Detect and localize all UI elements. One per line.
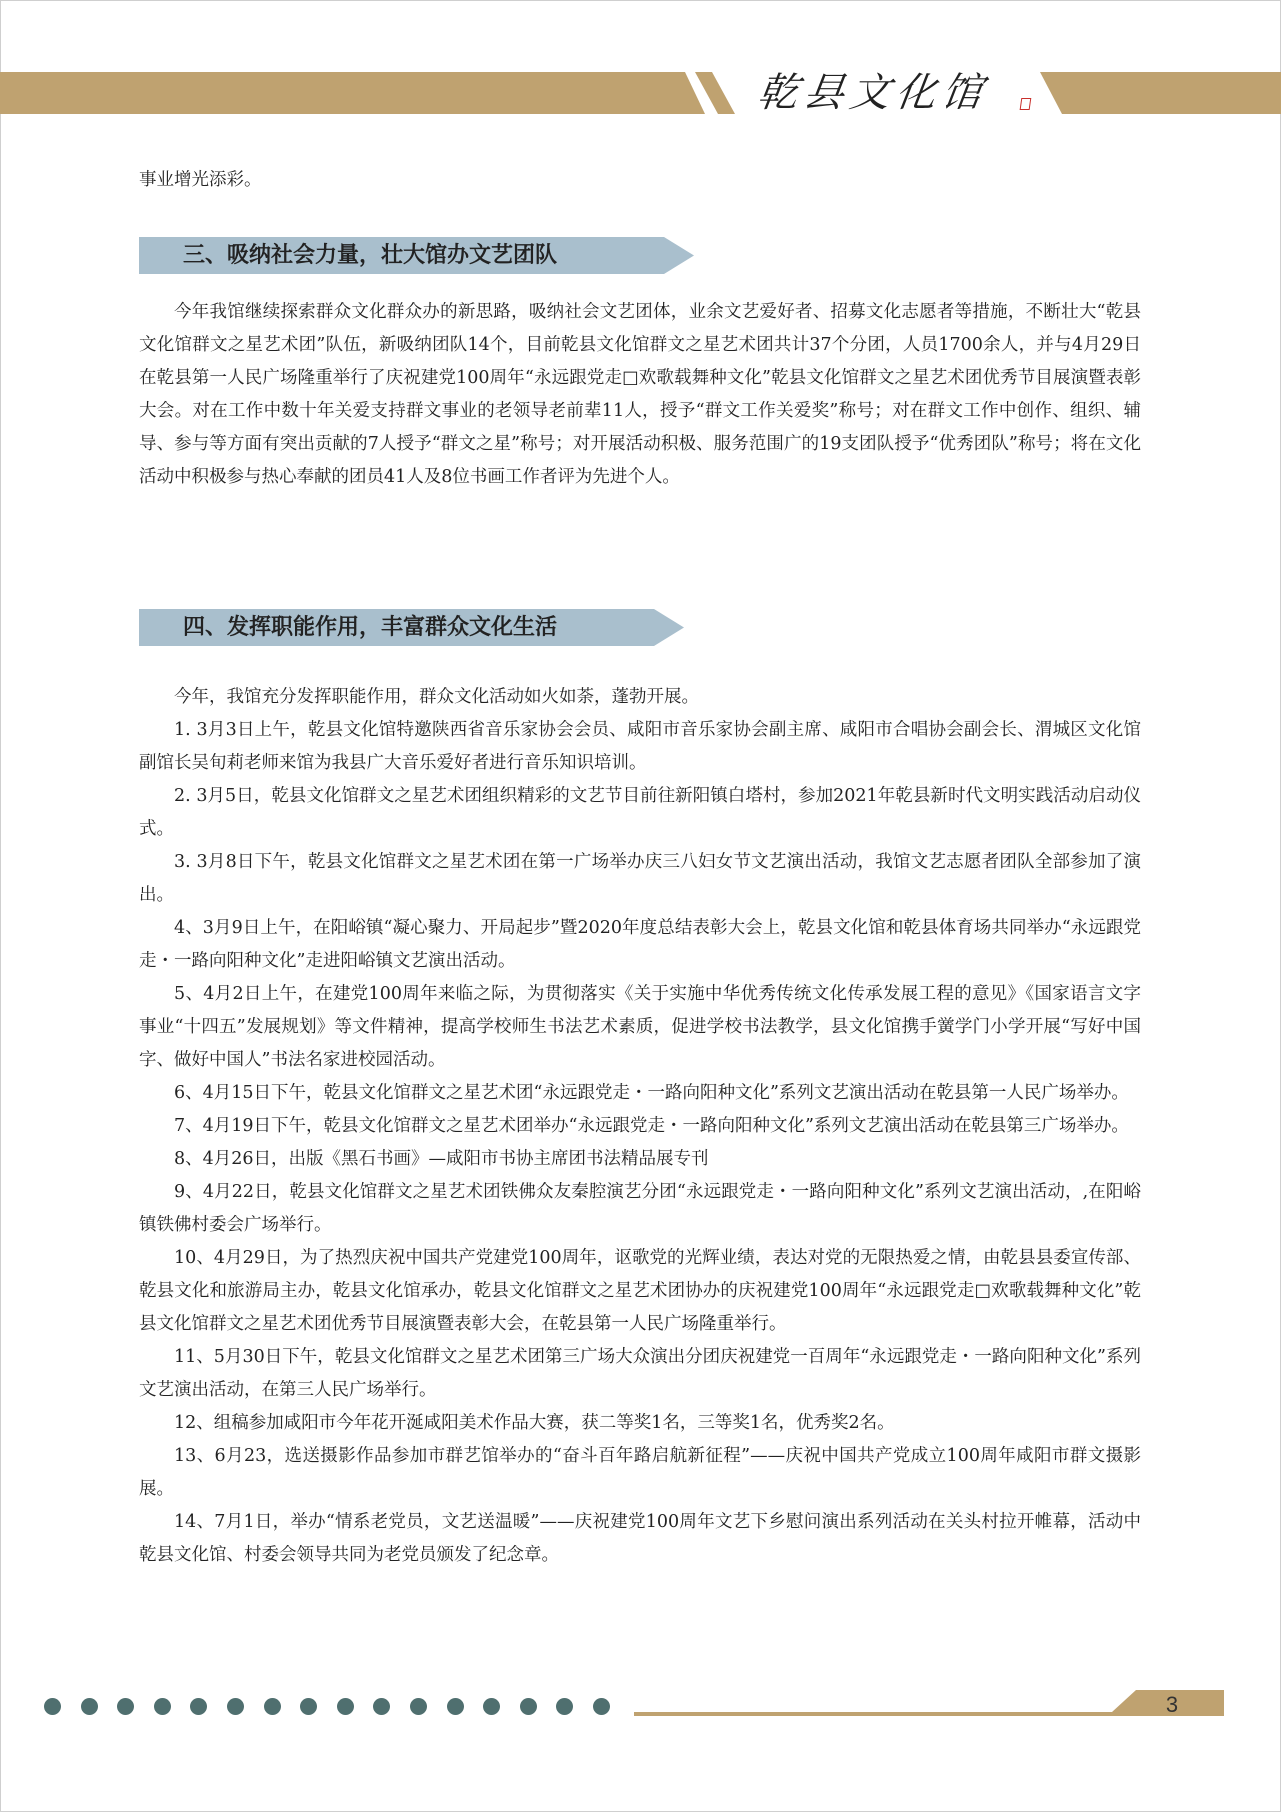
section3-body <box>139 296 1141 494</box>
list-item: 1. 3月3日上午，乾县文化馆特邀陕西省音乐家协会会员、咸阳市音乐家协会副主席、咸阳市合唱协会副会长、渭城区文化馆副馆长吴旬莉老师来馆为我县广大音乐爱好者进行音乐知识培训。 <box>139 720 1141 773</box>
footer-dot-icon <box>44 1698 61 1715</box>
list-item: 14、7月1日，举办“情系老党员，文艺送温暖”——庆祝建党100周年文艺下乡慰问演出系列活动在关头村拉开帷幕，活动中乾县文化馆、村委会领导共同为老党员颁发了纪念章。 <box>139 1512 1141 1565</box>
intro-tail-block <box>139 164 1141 197</box>
list-item: 7、4月19日下午，乾县文化馆群文之星艺术团举办“永远跟党走・一路向阳种文化”系列文艺演出活动在乾县第三广场举办。 <box>174 1116 1129 1136</box>
footer-dot-icon <box>264 1698 281 1715</box>
list-item: 8、4月26日，出版《黑石书画》—咸阳市书协主席团书法精品展专刊 <box>174 1149 709 1169</box>
list-item: 11、5月30日下午，乾县文化馆群文之星艺术团第三广场大众演出分团庆祝建党一百周年“永远跟党走・一路向阳种文化”系列文艺演出活动，在第三人民广场举行。 <box>139 1347 1141 1400</box>
footer-dot-icon <box>227 1698 244 1715</box>
list-item: 4、3月9日上午，在阳峪镇“凝心聚力、开局起步”暨2020年度总结表彰大会上，乾县文化馆和乾县体育场共同举办“永远跟党走・一路向阳种文化”走进阳峪镇文艺演出活动。 <box>139 918 1141 971</box>
list-item: 5、4月2日上午，在建党100周年来临之际，为贯彻落实《关于实施中华优秀传统文化传承发展工程的意见》《国家语言文字事业“十四五”发展规划》等文件精神，提高学校师生书法艺术素质，促进学校书法教学，县文化馆携手黉学门小学开展“写好中国字、做好中国人”书法名家进校园活动。 <box>139 984 1141 1070</box>
logo-text: 乾县文化馆 <box>754 70 992 116</box>
intro-tail-text: 事业增光添彩。 <box>139 170 262 190</box>
section4-title: 四、发挥职能作用，丰富群众文化生活 <box>183 614 558 640</box>
footer-dot-icon <box>593 1698 610 1715</box>
section3-paragraph: 今年我馆继续探索群众文化群众办的新思路，吸纳社会文艺团体，业余文艺爱好者、招募文化志愿者等措施，不断壮大“乾县文化馆群文之星艺术团”队伍，新吸纳团队14个，目前乾县文化馆群文之星艺术团共计37个分团，人员1700余人，并与4月29日在乾县第一人民广场隆重举行了庆祝建党100周年“永远跟党走□欢歌载舞种文化”乾县文化馆群文之星艺术团优秀节目展演暨表彰大会。对在工作中数十年关爱支持群文事业的老领导老前辈11人，授予“群文工作关爱奖”称号；对在群文工作中创作、组织、辅导、参与等方面有突出贡献的7人授予“群文之星”称号；对开展活动积极、服务范围广的19支团队授予“优秀团队”称号；将在文化活动中积极参与热心奉献的团员41人及8位书画工作者评为先进个人。 <box>139 302 1141 487</box>
list-item: 2. 3月5日，乾县文化馆群文之星艺术团组织精彩的文艺节目前往新阳镇白塔村，参加2021年乾县新时代文明实践活动启动仪式。 <box>139 786 1141 839</box>
header-band <box>0 72 1281 114</box>
footer-dot-icon <box>81 1698 98 1715</box>
logo-seal-icon <box>1020 98 1032 110</box>
list-item: 9、4月22日，乾县文化馆群文之星艺术团铁佛众友秦腔演艺分团“永远跟党走・一路向阳种文化”系列文艺演出活动，,在阳峪镇铁佛村委会广场举行。 <box>139 1182 1141 1235</box>
footer-dot-icon <box>447 1698 464 1715</box>
footer-dot-icon <box>154 1698 171 1715</box>
page-number: 3 <box>1165 1692 1179 1717</box>
footer-dot-icon <box>520 1698 537 1715</box>
section4-heading <box>139 609 684 646</box>
logo <box>755 70 1041 116</box>
list-item: 12、组稿参加咸阳市今年花开涎咸阳美术作品大赛，获二等奖1名，三等奖1名，优秀奖2名。 <box>174 1413 895 1433</box>
footer-dot-icon <box>410 1698 427 1715</box>
section3-title: 三、吸纳社会力量，壮大馆办文艺团队 <box>183 242 558 268</box>
list-item: 13、6月23，选送摄影作品参加市群艺馆举办的“奋斗百年路启航新征程”——庆祝中国共产党成立100周年咸阳市群文摄影展。 <box>139 1446 1141 1499</box>
header-band-shapes <box>0 72 1281 114</box>
section4-intro: 今年，我馆充分发挥职能作用，群众文化活动如火如荼，蓬勃开展。 <box>174 687 699 707</box>
footer-dot-icon <box>337 1698 354 1715</box>
list-item: 3. 3月8日下午，乾县文化馆群文之星艺术团在第一广场举办庆三八妇女节文艺演出活动，我馆文艺志愿者团队全部参加了演出。 <box>139 852 1141 905</box>
list-item: 10、4月29日，为了热烈庆祝中国共产党建党100周年，讴歌党的光辉业绩，表达对党的无限热爱之情，由乾县县委宣传部、乾县文化和旅游局主办，乾县文化馆承办，乾县文化馆群文之星艺术团协办的庆祝建党100周年“永远跟党走□欢歌载舞种文化”乾县文化馆群文之星艺术团优秀节目展演暨表彰大会，在乾县第一人民广场隆重举行。 <box>139 1248 1141 1334</box>
section4-body <box>139 681 1141 1572</box>
list-item: 6、4月15日下午，乾县文化馆群文之星艺术团“永远跟党走・一路向阳种文化”系列文艺演出活动在乾县第一人民广场举办。 <box>174 1083 1129 1103</box>
footer <box>0 1690 1281 1726</box>
section3-heading <box>139 237 694 274</box>
